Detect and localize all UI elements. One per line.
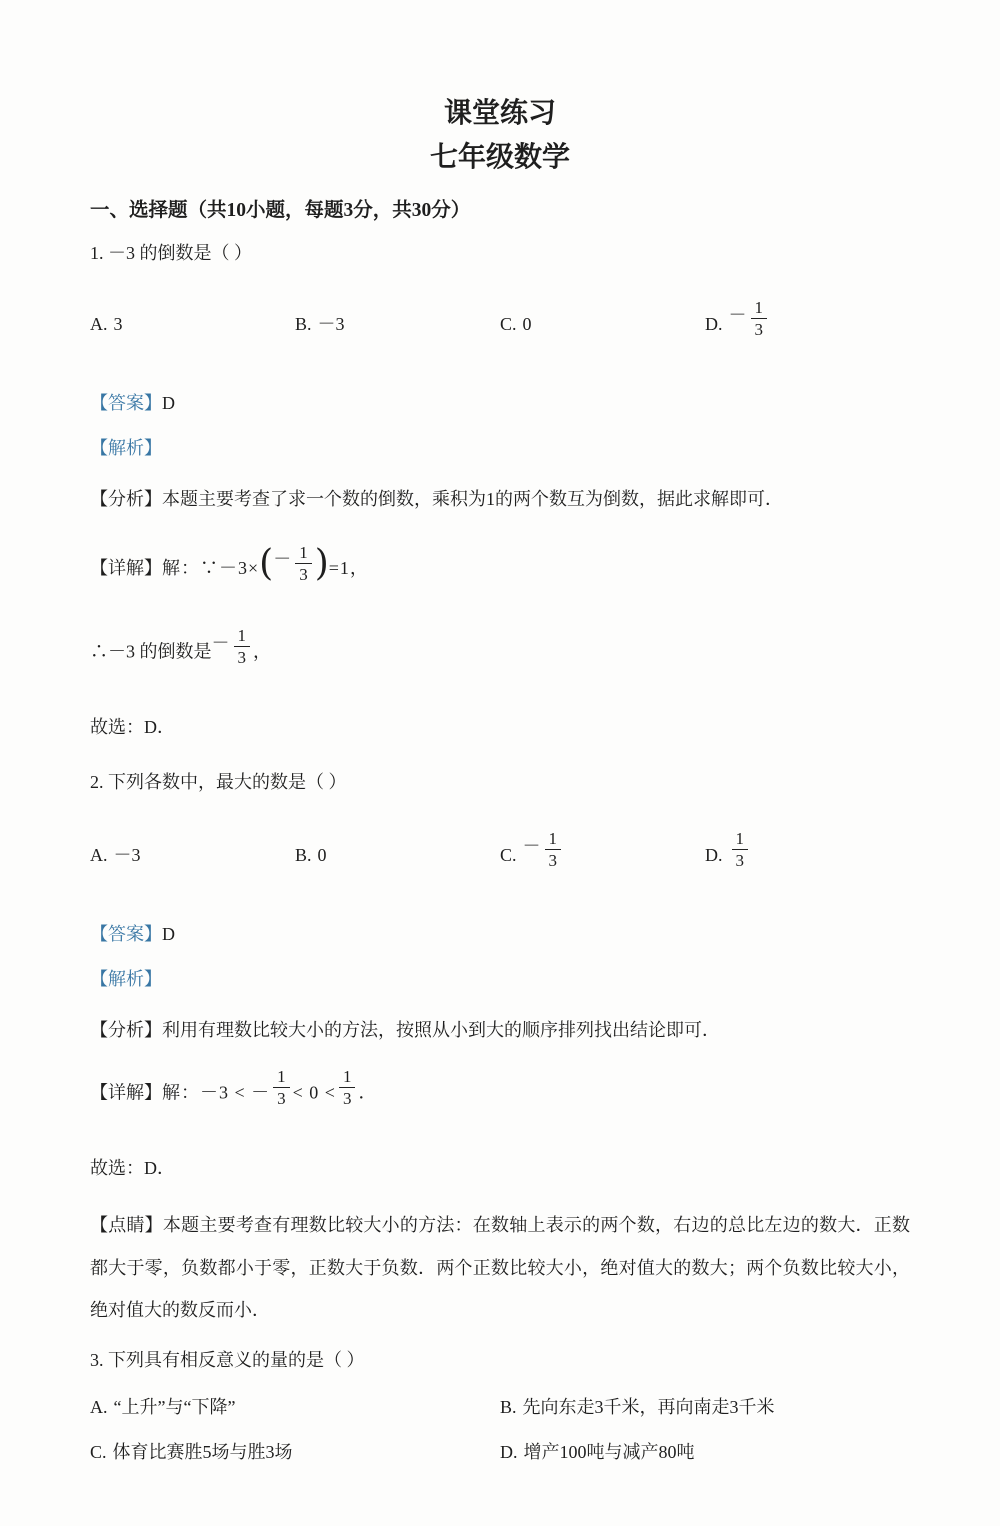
q1-option-d-label: D.: [705, 313, 723, 334]
fraction-denominator: 3: [237, 648, 246, 668]
fraction-numerator: 1: [234, 626, 251, 647]
q1-conclusion-fraction: [234, 626, 251, 667]
q1-option-c: [500, 314, 705, 335]
question-1-options: [90, 298, 910, 346]
fraction-denominator: 3: [299, 564, 308, 584]
doc-title: 课堂练习: [443, 98, 556, 129]
q2-option-c-label: C.: [500, 844, 517, 865]
doc-subtitle: 七年级数学: [429, 142, 570, 174]
dianjing-label: 【点睛】: [90, 1215, 163, 1236]
q2-option-a-text: －3: [113, 844, 141, 865]
q1-formula-fraction: [295, 543, 312, 584]
fraction-numerator: 1: [295, 543, 312, 564]
q2-option-b-text: 0: [317, 844, 327, 865]
q2-detail-pre: 解：－3 < －: [162, 1082, 271, 1103]
open-paren: (: [259, 543, 274, 585]
q3-option-d-text: 增产100吨与减产80吨: [523, 1442, 695, 1463]
q2-option-c-fraction: [545, 829, 562, 870]
fraction-numerator: 1: [339, 1067, 356, 1088]
q1-option-a-text: 3: [113, 313, 123, 334]
question-2-options: [90, 829, 910, 877]
q1-option-c-text: 0: [522, 313, 532, 334]
q2-dianjing-text: 本题主要考查有理数比较大小的方法：在数轴上表示的两个数，右边的总比左边的数大．正数都大于零，负数都小于零，正数大于负数．两个正数比较大小，绝对值大的数大；两个负数比较大小，绝对值大的数反而小．: [90, 1215, 911, 1320]
q1-answer-line: [90, 390, 910, 417]
fenxi-label: 【分析】: [90, 1020, 162, 1041]
q2-fenxi-line: [90, 1017, 910, 1044]
fraction-denominator: 3: [548, 851, 558, 871]
q2-option-b-label: B.: [295, 844, 312, 865]
q3-option-b-label: B.: [500, 1397, 517, 1418]
q2-option-b: [295, 845, 500, 866]
q1-conclusion-after: ，: [253, 641, 271, 662]
q1-answer-value: D: [162, 393, 175, 414]
close-paren: ): [314, 543, 329, 585]
fraction-denominator: 3: [754, 320, 763, 340]
answer-label: 【答案】: [90, 393, 162, 414]
xiangjie-label: 【详解】: [90, 1082, 162, 1103]
fraction-numerator: 1: [545, 829, 562, 850]
fenxi-label: 【分析】: [90, 489, 162, 510]
q1-conclusion-pre: ∴－3 的倒数是: [90, 641, 212, 662]
analysis-label: 【解析】: [90, 969, 162, 990]
q3-option-b-text: 先向东走3千米，再向南走3千米: [522, 1397, 775, 1418]
q1-option-d-fraction-sign: －: [728, 304, 747, 325]
q2-analysis-label-line: [90, 966, 910, 993]
question-2-stem: 2. 下列各数中，最大的数是（ ）: [90, 772, 347, 793]
q1-option-c-label: C.: [500, 313, 517, 334]
q3-option-a-text: “上升”与“下降”: [113, 1397, 236, 1418]
fraction-denominator: 3: [342, 1089, 352, 1109]
q1-option-d-fraction: [751, 298, 768, 339]
q2-detail-fraction-1: [273, 1067, 290, 1108]
question-3-options: [90, 1394, 910, 1466]
q2-answer-value: D: [162, 924, 175, 945]
q1-option-d: [705, 298, 910, 346]
q2-detail-after: ．: [358, 1082, 377, 1103]
q3-option-a: [90, 1394, 500, 1421]
q2-detail-line: [90, 1067, 910, 1115]
question-1-stem: 1. －3 的倒数是（ ）: [90, 243, 252, 264]
q1-conclusion-line: [90, 626, 910, 674]
q3-option-d-label: D.: [500, 1442, 518, 1463]
fraction-numerator: 1: [751, 298, 768, 319]
q2-fenxi-text: 利用有理数比较大小的方法，按照从小到大的顺序排列找出结论即可．: [162, 1020, 720, 1041]
q1-detail-line: [90, 543, 910, 597]
q2-answer-line: [90, 921, 910, 948]
q3-option-c-text: 体育比赛胜5场与胜3场: [112, 1442, 293, 1463]
q1-conclusion-fraction-sign: －: [211, 632, 230, 653]
q2-detail-mid: < 0 <: [292, 1082, 336, 1103]
q1-option-b-label: B.: [295, 313, 312, 334]
q2-detail-fraction-2: [339, 1067, 356, 1108]
q3-option-a-label: A.: [90, 1397, 108, 1418]
q1-option-a: [90, 314, 295, 335]
q3-option-d: [500, 1439, 910, 1466]
q2-option-d-label: D.: [705, 844, 723, 865]
q1-fenxi-text: 本题主要考查了求一个数的倒数，乘积为1的两个数互为倒数，据此求解即可．: [162, 489, 783, 510]
q2-option-a-label: A.: [90, 844, 108, 865]
answer-label: 【答案】: [90, 924, 162, 945]
q1-formula-tail: =1: [328, 558, 350, 579]
q1-choose-line: 故选：D．: [90, 717, 175, 738]
q2-dianjing-paragraph: [90, 1204, 910, 1331]
fraction-denominator: 3: [277, 1089, 286, 1109]
q1-fenxi-line: [90, 486, 910, 513]
q1-formula-inner-sign: －: [273, 549, 292, 570]
fraction-numerator: 1: [273, 1067, 290, 1088]
q2-option-c: [500, 829, 705, 877]
q2-option-d-fraction: [732, 829, 749, 870]
q1-formula-after: ，: [349, 558, 368, 579]
q3-option-b: [500, 1394, 910, 1421]
q1-formula-lead: －3×: [219, 558, 260, 579]
fraction-denominator: 3: [735, 851, 744, 871]
question-3-stem: 3. 下列具有相反意义的量的是（ ）: [90, 1350, 365, 1371]
section-heading: 一、选择题（共10小题，每题3分，共30分）: [90, 199, 471, 221]
q1-option-b: [295, 310, 500, 336]
xiangjie-label: 【详解】: [90, 558, 162, 579]
q2-option-d: [705, 829, 910, 877]
q3-option-c: [90, 1439, 500, 1466]
q1-option-b-text: －3: [317, 313, 345, 334]
q1-option-a-label: A.: [90, 313, 108, 334]
q1-analysis-label-line: [90, 435, 910, 462]
q3-option-c-label: C.: [90, 1442, 107, 1463]
analysis-label: 【解析】: [90, 438, 162, 459]
q1-detail-pre: 解：∵: [162, 558, 219, 579]
q2-option-a: [90, 841, 295, 867]
q2-option-c-fraction-sign: －: [522, 835, 541, 856]
fraction-numerator: 1: [732, 829, 749, 850]
q2-choose-line: 故选：D．: [90, 1158, 175, 1179]
